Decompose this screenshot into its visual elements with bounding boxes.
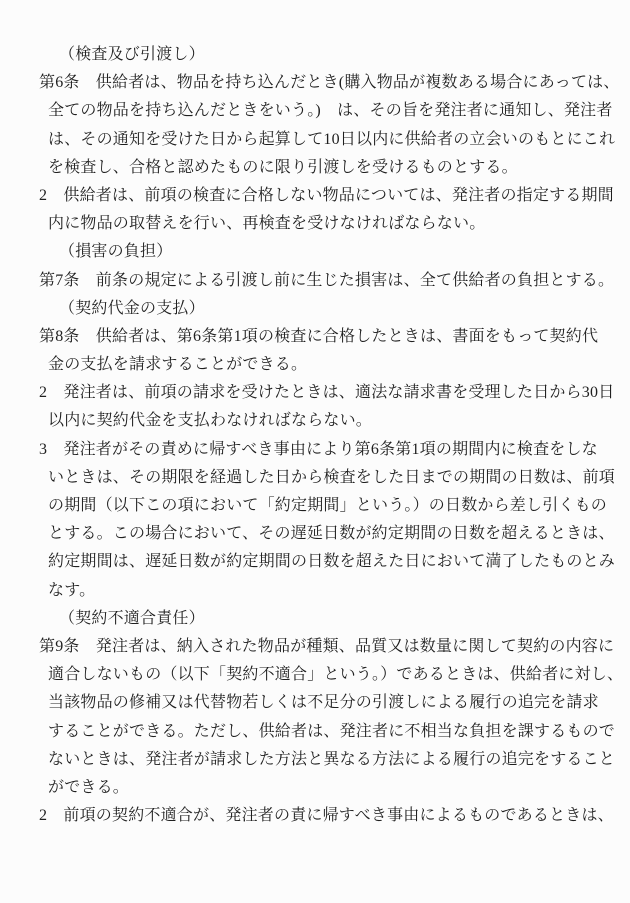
article-8-paragraph-2-line-1: 2 発注者は、前項の請求を受けたときは、適法な請求書を受理した日から30日 [39,384,615,402]
heading-payment-of-contract-price: （契約代金の支払） [59,299,205,317]
article-9-paragraph-1-line-5: ないときは、発注者が請求した方法と異なる方法による履行の追完をすること [48,750,616,768]
article-7-paragraph-1-line-1: 第7条 前条の規定による引渡し前に生じた損害は、全て供給者の負担とする。 [39,271,615,289]
article-6-paragraph-1-line-1: 第6条 供給者は、物品を持ち込んだとき(購入物品が複数ある場合にあっては、 [39,74,620,92]
article-6-paragraph-1-line-4: を検査し、合格と認めたものに限り引渡しを受けるものとする。 [48,158,518,176]
article-9-paragraph-1-line-3: 当該物品の修補又は代替物若しくは不足分の引渡しによる履行の追完を請求 [48,694,599,712]
document-body [0,41,630,830]
article-6-paragraph-2-line-2: 内に物品の取替えを行い、再検査を受けなければならない。 [48,215,486,233]
article-8-paragraph-3-line-6: なす。 [48,581,96,599]
article-9-paragraph-1-line-4: することができる。ただし、供給者は、発注者に不相当な負担を課するもので [48,722,616,740]
article-9-paragraph-1-line-1: 第9条 発注者は、納入された物品が種類、品質又は数量に関して契約の内容に [39,637,615,655]
article-9-paragraph-2-line-1: 2 前項の契約不適合が、発注者の責に帰すべき事由によるものであるときは、 [39,807,614,825]
article-6-paragraph-1-line-3: は、その通知を受けた日から起算して10日以内に供給者の立会いのもとにこれ [48,130,616,148]
article-9-paragraph-1-line-2: 適合しないもの（以下「契約不適合」という。）であるときは、供給者に対し、 [48,666,624,684]
article-6-paragraph-1-line-2: 全ての物品を持ち込んだときをいう。) は、その旨を発注者に通知し、発注者 [48,102,613,120]
article-8-paragraph-3-line-3: の期間（以下この項において「約定期間」という。）の日数から差し引くもの [48,497,608,514]
article-8-paragraph-1-line-2: 金の支払を請求することができる。 [48,356,308,374]
article-8-paragraph-2-line-2: 以内に契約代金を支払わなければならない。 [48,412,373,430]
article-9-paragraph-1-line-6: ができる。 [48,778,130,796]
article-8-paragraph-3-line-1: 3 発注者がその責めに帰すべき事由により第6条第1項の期間内に検査をしな [39,440,598,458]
heading-contract-nonconformity-liability: （契約不適合責任） [59,609,205,627]
heading-inspection-and-delivery: （検査及び引渡し） [59,46,205,63]
article-8-paragraph-3-line-5: 約定期間は、遅延日数が約定期間の日数を超えた日において満了したものとみ [48,553,616,571]
article-8-paragraph-1-line-1: 第8条 供給者は、第6条第1項の検査に合格したときは、書面をもって契約代 [39,327,599,345]
article-6-paragraph-2-line-1: 2 供給者は、前項の検査に合格しない物品については、発注者の指定する期間 [39,186,614,204]
article-8-paragraph-3-line-2: いときは、その期限を経過した日から検査をした日までの期間の日数は、前項 [48,468,616,486]
heading-burden-of-damages: （損害の負担） [59,243,173,261]
article-8-paragraph-3-line-4: とする。この場合において、その遅延日数が約定期間の日数を超えるときは、 [48,525,615,543]
